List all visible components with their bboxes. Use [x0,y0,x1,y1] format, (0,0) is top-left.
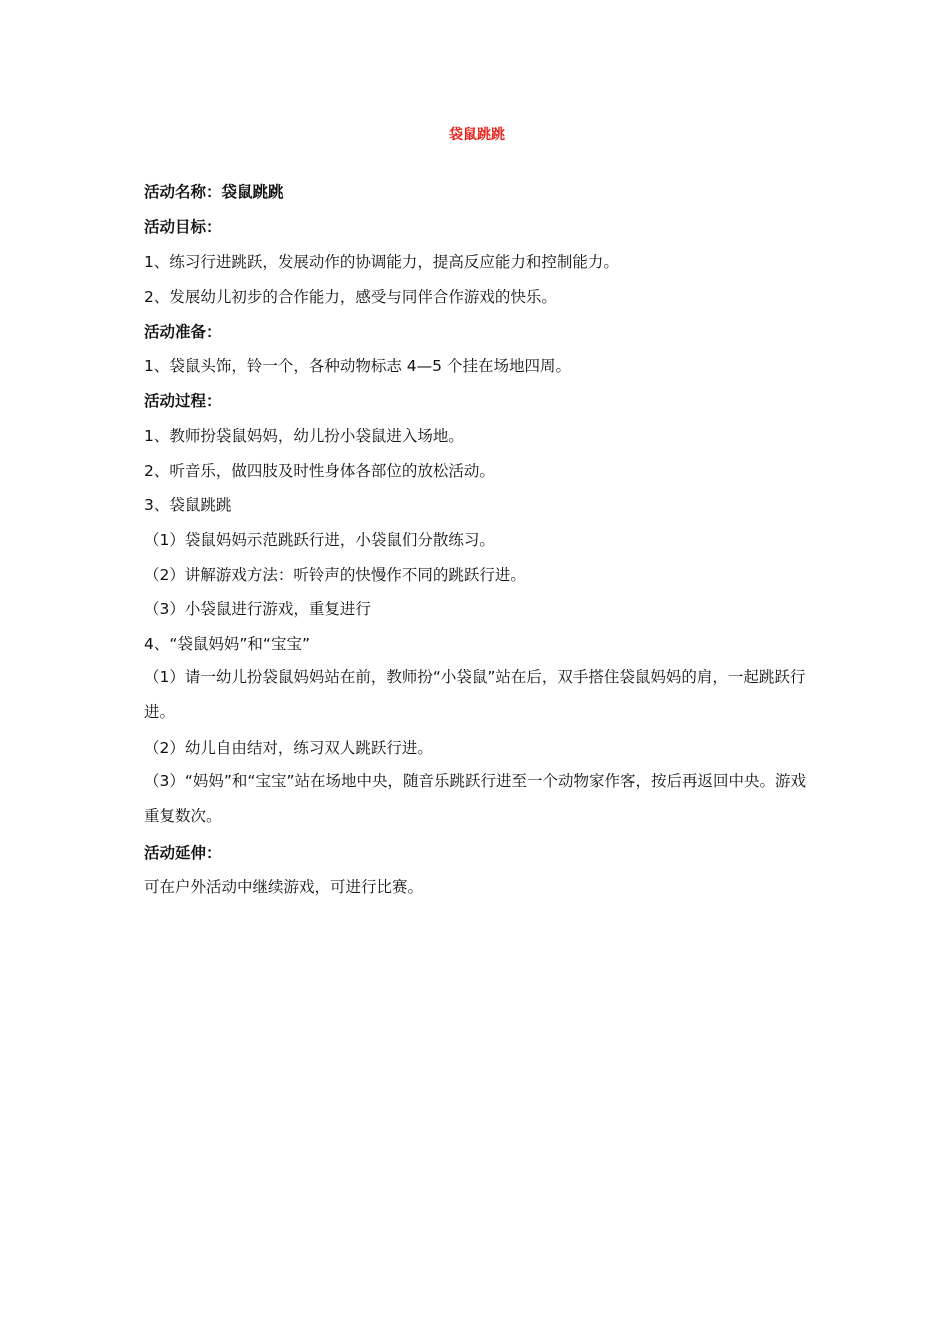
extension-item-1: 可在户外活动中继续游戏，可进行比赛。 [144,878,424,896]
process-item-1: 1、教师扮袋鼠妈妈，幼儿扮小袋鼠进入场地。 [144,427,464,445]
preparation-item-1: 1、袋鼠头饰，铃一个，各种动物标志 4—5 个挂在场地四周。 [144,357,571,375]
goal-item-2: 2、发展幼儿初步的合作能力，感受与同伴合作游戏的快乐。 [144,288,557,306]
process-item-3: 3、袋鼠跳跳 [144,496,232,514]
process-subitem-3-1: （1）袋鼠妈妈示范跳跃行进，小袋鼠们分散练习。 [144,531,495,549]
goal-item-1: 1、练习行进跳跃，发展动作的协调能力，提高反应能力和控制能力。 [144,253,619,271]
activity-name-line: 活动名称：袋鼠跳跳 [144,183,284,201]
section-heading-preparation: 活动准备： [144,323,222,341]
process-subitem-4-3: （3）“妈妈”和“宝宝”站在场地中央，随音乐跳跃行进至一个动物家作客，按后再返回中央。游戏重复数次。 [144,772,806,825]
process-subitem-4-1: （1）请一幼儿扮袋鼠妈妈站在前，教师扮“小袋鼠”站在后，双手搭住袋鼠妈妈的肩，一起跳跃行进。 [144,668,806,721]
process-item-4: 4、“袋鼠妈妈”和“宝宝” [144,635,310,653]
process-subitem-3-2: （2）讲解游戏方法：听铃声的快慢作不同的跳跃行进。 [144,566,526,584]
process-subitem-3-3: （3）小袋鼠进行游戏，重复进行 [144,600,371,618]
section-heading-process: 活动过程： [144,392,222,410]
process-item-2: 2、听音乐，做四肢及时性身体各部位的放松活动。 [144,462,495,480]
document-title: 袋鼠跳跳 [449,127,505,143]
process-subitem-4-2: （2）幼儿自由结对，练习双人跳跃行进。 [144,739,433,757]
section-heading-extension: 活动延伸： [144,844,222,862]
section-heading-goals: 活动目标： [144,218,222,236]
